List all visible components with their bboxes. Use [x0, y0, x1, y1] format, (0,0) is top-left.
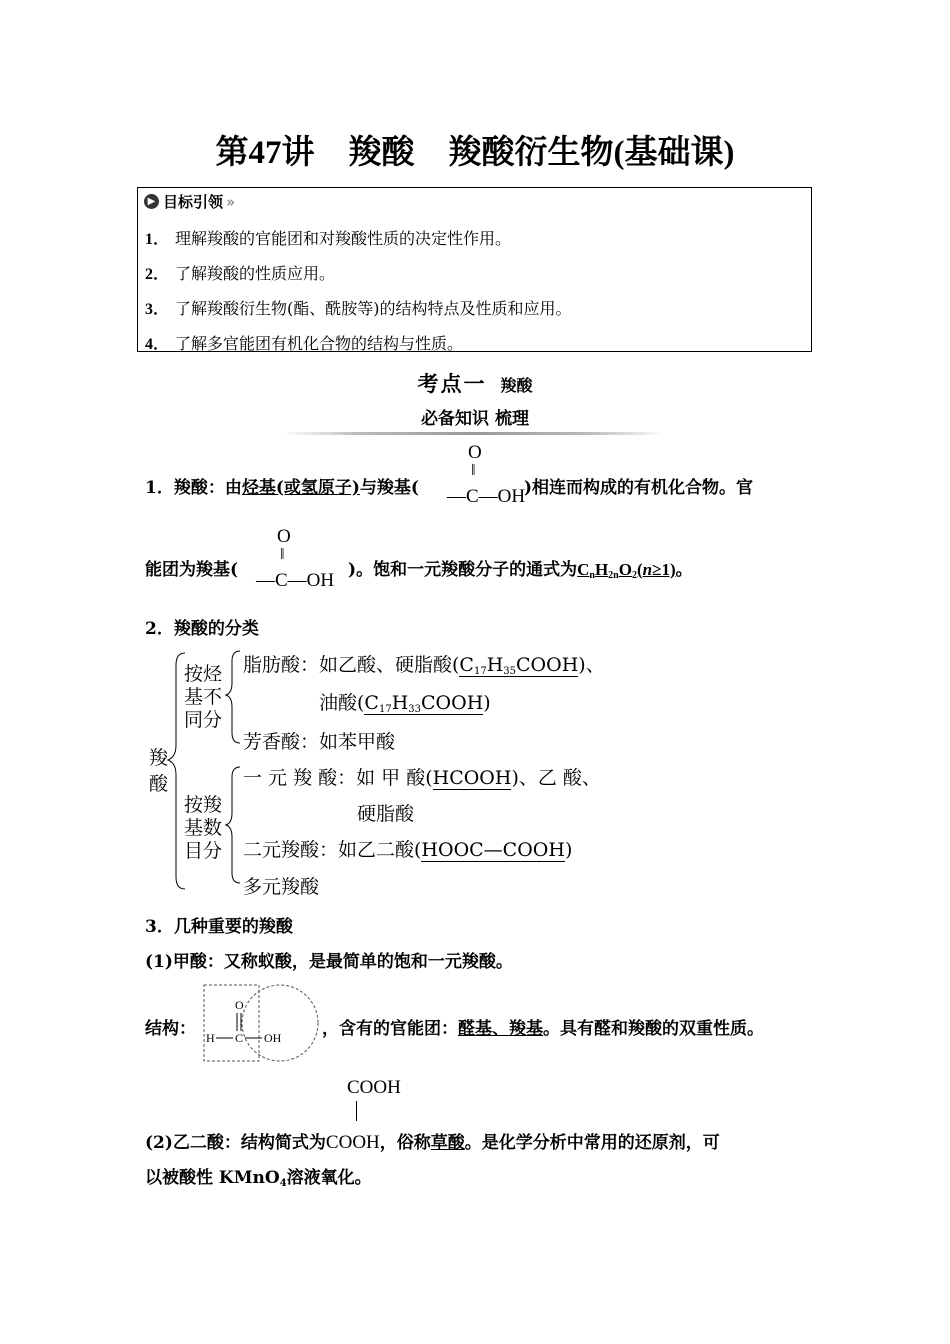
stearic-acid-formula: $C_{17}H_{35}COOH$	[459, 654, 579, 677]
polycarboxylic-line: 多元羧酸	[243, 876, 320, 898]
p3-heading: 3．几种重要的羧酸	[145, 917, 293, 937]
goal-item: 1． 理解羧酸的官能团和对羧酸性质的决定性作用。	[145, 229, 512, 248]
oxalic-line2: 以被酸性 KMnO$_4$溶液氧化。	[145, 1168, 372, 1189]
group-by-hydrocarbyl: 按烃 基不 同分	[184, 663, 223, 731]
section-divider	[283, 432, 666, 435]
classification-root: 羧酸	[149, 747, 169, 795]
dicarboxylic-line: 二元羧酸：如乙二酸(HOOC—COOH)	[243, 839, 573, 861]
formic-acid-intro: (1)甲酸：又称蚁酸，是最简单的饱和一元羧酸。	[145, 952, 513, 972]
formic-acid-formula: HCOOH	[432, 767, 512, 789]
goal-item: 3． 了解羧酸衍生物(酯、酰胺等)的结构特点及性质和应用。	[145, 299, 572, 318]
p1-line2: 能团为羧基( )。饱和一元羧酸分子的通式为$C_nH_{2n}O_2(n\ge 1)$。	[145, 560, 693, 581]
goals-header-label: 目标引领	[163, 193, 224, 211]
general-formula: $C_nH_{2n}O_2(n\ge 1)$	[577, 560, 676, 581]
p2-heading: 2．羧酸的分类	[145, 619, 259, 639]
section-heading	[0, 368, 950, 398]
functional-groups: 醛基、羧基	[458, 1019, 543, 1039]
goal-item: 4． 了解多官能团有机化合物的结构与性质。	[145, 334, 464, 353]
play-circle-icon: ▶	[144, 194, 159, 209]
formic-c: C	[235, 1031, 244, 1045]
oxalic-common-name: 草酸	[430, 1133, 465, 1153]
oxalic-acid-formula: HOOC—COOH	[421, 839, 565, 861]
monocarboxylic-line: 一 元 羧 酸：如 甲 酸(HCOOH)、乙 酸、	[243, 767, 601, 789]
carboxyl-o: O	[468, 442, 482, 463]
oxalic-cooh-top: COOH	[347, 1077, 401, 1098]
formic-h: H	[206, 1031, 215, 1045]
title-subtopic: 羧酸衍生物(基础课)	[448, 135, 735, 171]
title-topic: 羧酸	[348, 135, 415, 171]
oxalic-bond	[356, 1101, 357, 1121]
stearic-acid-example: 硬脂酸	[357, 803, 415, 825]
oxalic-cooh-bottom: COOH	[325, 1132, 380, 1153]
aromatic-acid-line: 芳香酸：如苯甲酸	[243, 731, 396, 753]
carboxyl-bond: ‖	[280, 546, 285, 563]
double-chevron-right-icon: »	[226, 192, 236, 211]
section-subtitle: 必备知识 梳理	[421, 409, 529, 429]
formic-o: O	[235, 998, 244, 1012]
formic-oh: OH	[264, 1031, 282, 1045]
title-lecture: 第47讲	[215, 135, 315, 171]
aliphatic-acid-line: 脂肪酸：如乙酸、硬脂酸$(C_{17}H_{35}COOH)$、	[243, 654, 605, 677]
page-title	[0, 126, 950, 173]
goals-header	[144, 191, 235, 212]
group-by-carboxyl-count: 按羧 基数 目分	[184, 794, 223, 862]
formic-structure-line: 结构： ，含有的官能团：醛基、羧基。具有醛和羧酸的双重性质。	[145, 1019, 764, 1039]
carboxyl-o: O	[277, 526, 291, 547]
carboxyl-chain: —C—OH	[256, 570, 335, 591]
oleic-acid-formula: $C_{17}H_{33}COOH$	[364, 692, 484, 715]
oxalic-line1: (2)乙二酸：结构简式为COOH，俗称草酸。是化学分析中常用的还原剂，可	[145, 1132, 720, 1153]
carboxyl-bond: ‖	[471, 462, 476, 479]
goal-item: 2． 了解羧酸的性质应用。	[145, 264, 336, 283]
oleic-acid-line: 油酸$(C_{17}H_{33}COOH)$	[319, 692, 491, 715]
p1-line1: 1．羧酸：由烃基(或氢原子)与羧基( )相连而构成的有机化合物。官	[145, 478, 754, 498]
section-label: 考点一	[417, 372, 487, 396]
p1-blank-hydrocarbyl: 烃基(或氢原子)	[241, 478, 360, 498]
formic-acid-structure	[200, 982, 325, 1064]
carboxyl-chain: —C—OH	[447, 486, 526, 507]
section-topic: 羧酸	[500, 376, 533, 395]
